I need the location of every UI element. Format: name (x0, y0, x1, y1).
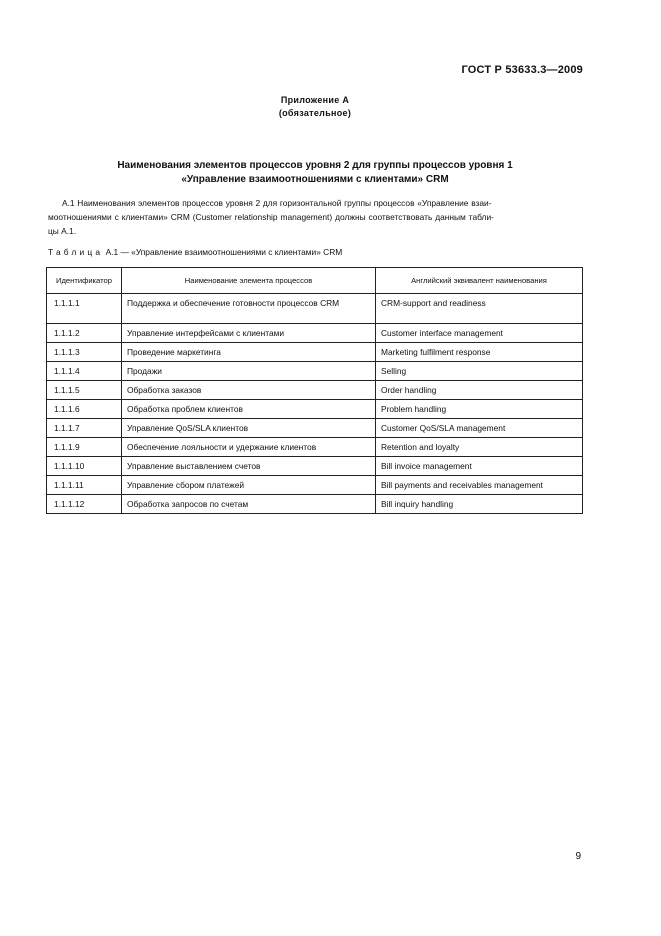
column-header-english: Английский эквивалент наименования (376, 268, 583, 294)
table-row (47, 381, 583, 400)
cell-english-equivalent: Customer QoS/SLA management (376, 419, 583, 438)
table-row (47, 495, 583, 514)
paragraph-line-1: А.1 Наименования элементов процессов уровня 2 для горизонтальной группы процессов «Управление взаи- (62, 198, 492, 208)
table-body (47, 294, 583, 514)
annex-title: Приложение А (280, 95, 350, 105)
table-header-row (47, 268, 583, 294)
table-row (47, 343, 583, 362)
paragraph-line-3: цы А.1. (48, 226, 77, 236)
cell-element-name: Управление сбором платежей (122, 476, 376, 495)
cell-identifier: 1.1.1.12 (47, 495, 122, 514)
cell-identifier: 1.1.1.3 (47, 343, 122, 362)
table-row (47, 476, 583, 495)
cell-english-equivalent: Marketing fulfilment response (376, 343, 583, 362)
paragraph-line-2: моотношениями с клиентами» CRM (Customer relationship management) должны соответствовать данным табли- (48, 212, 494, 222)
cell-element-name: Продажи (122, 362, 376, 381)
cell-identifier: 1.1.1.4 (47, 362, 122, 381)
cell-element-name: Обработка проблем клиентов (122, 400, 376, 419)
cell-element-name: Обработка запросов по счетам (122, 495, 376, 514)
cell-identifier: 1.1.1.5 (47, 381, 122, 400)
table-caption-word: Таблица (48, 247, 104, 257)
cell-element-name: Обеспечение лояльности и удержание клиентов (122, 438, 376, 457)
column-header-name: Наименование элемента процессов (122, 268, 376, 294)
cell-identifier: 1.1.1.2 (47, 324, 122, 343)
table-row (47, 438, 583, 457)
section-heading-line-1: Наименования элементов процессов уровня 2 для группы процессов уровня 1 (117, 160, 513, 171)
table-caption-text: А.1 — «Управление взаимоотношениями с клиентами» CRM (103, 247, 343, 257)
cell-element-name: Управление QoS/SLA клиентов (122, 419, 376, 438)
cell-element-name: Обработка заказов (122, 381, 376, 400)
table-row (47, 294, 583, 324)
document-id: ГОСТ Р 53633.3—2009 (461, 64, 583, 76)
cell-english-equivalent: Problem handling (376, 400, 583, 419)
cell-element-name: Управление интерфейсами с клиентами (122, 324, 376, 343)
table-row (47, 324, 583, 343)
cell-english-equivalent: Bill inquiry handling (376, 495, 583, 514)
table-row (47, 400, 583, 419)
cell-element-name: Проведение маркетинга (122, 343, 376, 362)
cell-element-name: Поддержка и обеспечение готовности процессов CRM (122, 294, 376, 324)
cell-identifier: 1.1.1.7 (47, 419, 122, 438)
column-header-id: Идентификатор (47, 268, 122, 294)
cell-identifier: 1.1.1.9 (47, 438, 122, 457)
cell-english-equivalent: CRM-support and readiness (376, 294, 583, 324)
cell-identifier: 1.1.1.10 (47, 457, 122, 476)
process-elements-table (46, 267, 583, 514)
page-number: 9 (575, 851, 581, 862)
table-caption (48, 247, 342, 257)
cell-english-equivalent: Bill invoice management (376, 457, 583, 476)
cell-english-equivalent: Customer interface management (376, 324, 583, 343)
table-row (47, 457, 583, 476)
cell-element-name: Управление выставлением счетов (122, 457, 376, 476)
cell-english-equivalent: Selling (376, 362, 583, 381)
cell-identifier: 1.1.1.6 (47, 400, 122, 419)
cell-english-equivalent: Bill payments and receivables management (376, 476, 583, 495)
cell-identifier: 1.1.1.1 (47, 294, 122, 324)
cell-english-equivalent: Order handling (376, 381, 583, 400)
annex-status: (обязательное) (278, 108, 352, 118)
cell-identifier: 1.1.1.11 (47, 476, 122, 495)
table-row (47, 362, 583, 381)
table-row (47, 419, 583, 438)
cell-english-equivalent: Retention and loyalty (376, 438, 583, 457)
section-heading-line-2: «Управление взаимоотношениями с клиентами» CRM (181, 174, 449, 185)
